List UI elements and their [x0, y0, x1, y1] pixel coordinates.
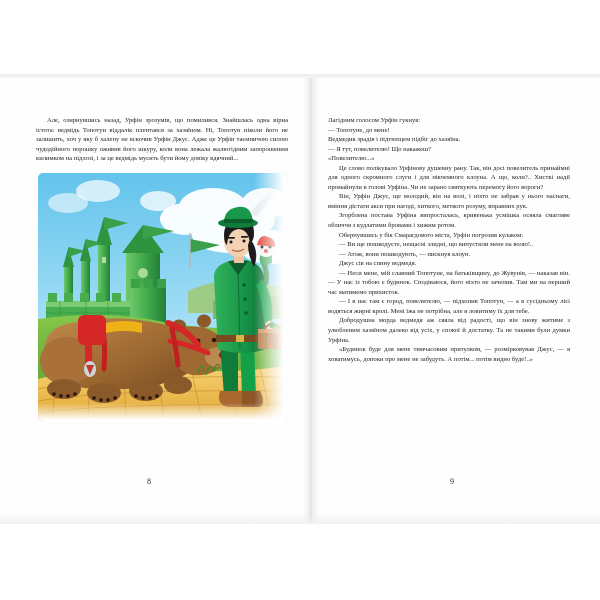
paragraph: Добродушна морда ведмедя аж сяяла від радості, що він знову житиме з улюбленим хазяїном далеко від усіх, у спокої й достатку. Та не такими були думки Урфіна.: [328, 317, 570, 344]
boot-left: [219, 391, 242, 407]
illustration-artwork: [38, 173, 288, 421]
paragraph: Згорблена постава Урфіна випросталась, кривенька усмішка осяяла смагляве обличчя з кудлатими бровами і хижим ротом.: [328, 212, 570, 230]
paragraph: — І в нас там є город, повелителю, — підхопив Топотун, — а в сусідньому лісі водяться жирні кролі. Мені їжа не потрібна, але я ловитиму їх для тебе.: [328, 298, 570, 315]
paragraph: Це слово полікувало Урфінову душевну рану. Так, він досі повелитель принаймні для одного скромного слуги і для нікчемного клоуна. А що, коли?.. Хисткі надії промайнули в голові Урфіна. Чи не зарано святкують перемогу його вороги?: [328, 164, 570, 191]
paragraph: Обернувшись у бік Смарагдового міста, Урфін погрозив кулаком:: [339, 231, 524, 239]
paragraph: Але, озирнувшись назад, Урфін зрозумів, що помилився. Знайшлась одна вірна істота: ведмідь Топотун віддалік плентався за хазяїном. Ні, Топотун ніколи його не залишить, хоч у яку б халепу не вскочив Урфін Джус. Адже це Урфін таємничою силою чудодійного порошку оживив його шкуру, коли вона лежала жалюгідним запорошеним килимком на підлозі, і за це ведмідь мусить бути йому довіку вдячний...: [36, 117, 288, 163]
paragraph: «Будинок буде для мене тимчасовим притулком, — розмірковував Джус, — я ховатимусь, допоки про мене не забудуть. А потім... потім видно буде!..»: [328, 346, 570, 363]
paragraph: — Топотуне, до мене!: [328, 126, 390, 134]
left-page: [0, 78, 310, 522]
paragraph: — Ви ще пошкодуєте, нещасні злидні, що випустили мене на волю!..: [339, 241, 534, 249]
paragraph: Лагідним голосом Урфін гукнув:: [328, 117, 421, 124]
boot-right: [242, 391, 263, 407]
paragraph: Ведмедик зрадів і підтюпцем підбіг до хазяїна.: [328, 136, 461, 144]
right-page-number: 9: [450, 477, 454, 486]
left-page-number: 8: [147, 477, 151, 486]
paragraph: — Атож, вони пошкодують, — пискнув клоун.: [339, 250, 471, 258]
left-page-text: [36, 116, 288, 164]
paragraph: Джус сів на спину ведмедя.: [339, 260, 417, 268]
right-page-text: [328, 116, 570, 364]
paragraph: «Повелителю...»: [328, 155, 375, 163]
paragraph: — Неси мене, мій славний Топотуне, на батьківщину, до Жувунів, — наказав він. — У нас із тобою є будинок. Сподіваюся, його ніхто не зачепив. Там ми на перший час матимемо прихисток.: [328, 269, 570, 296]
paragraph: — Я тут, повелителю! Що накажеш?: [328, 145, 432, 153]
urfin-juice-and-bear-illustration: [38, 173, 288, 421]
paragraph: Він, Урфін Джус, ще молодий, він на волі, і ніхто не забрав у нього наснаги, вміння дістати акси при нагоді, хиткого, меткого розуму, вправних рук.: [328, 193, 570, 210]
page-block: [0, 78, 600, 522]
right-page: [310, 78, 600, 522]
